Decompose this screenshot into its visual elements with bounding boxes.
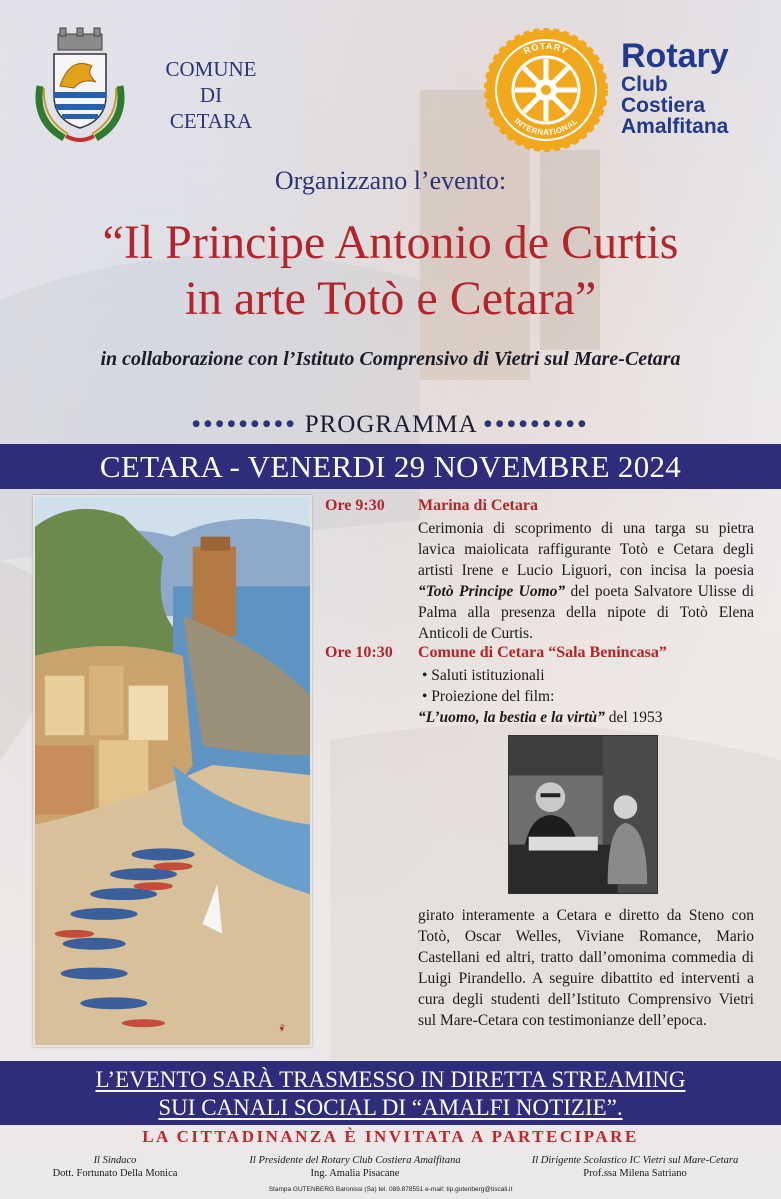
- rotary-wheel-logo-icon: [483, 27, 609, 153]
- printer-credit: Stampa GUTENBERG Baronissi (Sa) tel. 089.878551 e-mail: tip.gutenberg@tiscali.it: [268, 1186, 513, 1193]
- signature-role: Il Dirigente Scolastico IC Vietri sul Mare-Cetara: [531, 1155, 739, 1166]
- signature-role: Il Presidente del Rotary Club Costiera Amalfitana: [249, 1155, 461, 1166]
- svg-text:☙: ☙: [275, 1021, 290, 1035]
- bullet-1: • Saluti istituzionali: [422, 667, 545, 684]
- organizers-intro: Organizzano l’evento:: [274, 166, 507, 195]
- invitation-line: LA CITTADINANZA È INVITATA A PARTECIPARE: [142, 1127, 639, 1146]
- streaming-banner: [0, 1061, 781, 1125]
- cetara-painting-image: [33, 495, 312, 1047]
- film-description: girato interamente a Cetara e diretto da Steno con Totò, Oscar Welles, Viviane Romance, Mario Castellani ed altri, tratto dall’omonima commedia di Luigi Pirandello. A seguire dibattito ed interventi a cura degli studenti dell’Istituto Comprensivo Vietri sul Mare-Cetara con testimonianze dell’epoca.: [418, 907, 754, 1029]
- item2-bullets: [418, 665, 754, 728]
- rotary-ring-bottom-text: INTERNATIONAL: [512, 116, 580, 138]
- rotary-ring-top-text: ROTARY: [522, 40, 571, 57]
- title-line: “Il Principe Antonio de Curtis: [102, 216, 679, 269]
- date-banner: CETARA - VENERDI 29 NOVEMBRE 2024: [0, 444, 781, 489]
- collaboration-line: in collaborazione con l’Istituto Comprensivo di Vietri sul Mare-Cetara: [100, 348, 681, 370]
- place-2: Comune di Cetara “Sala Benincasa”: [418, 644, 667, 661]
- signature-dirigente: [505, 1154, 765, 1180]
- toto-film-still-photo: [508, 735, 658, 894]
- comune-line: DI: [199, 83, 223, 107]
- film-year: del 1953: [604, 709, 663, 726]
- event-title: [0, 215, 781, 327]
- signature-name: Ing. Amalia Pisacane: [310, 1168, 400, 1179]
- item1-text-b: del poeta Salvatore Ulisse di Palma alla presenza della nipote di Totò Elena Anticoli de Curtis.: [418, 583, 754, 642]
- film-line: [418, 707, 754, 728]
- item1-description: [418, 518, 754, 644]
- stream-line: L’EVENTO SARÀ TRASMESSO IN DIRETTA STREAMING: [95, 1067, 686, 1092]
- signature-name: Dott. Fortunato Della Monica: [52, 1168, 178, 1179]
- comune-line: COMUNE: [165, 57, 257, 81]
- comune-line: CETARA: [169, 109, 253, 133]
- time-2: Ore 10:30: [325, 644, 393, 661]
- rotary-club-name: [621, 38, 729, 137]
- title-line: in arte Totò e Cetara”: [184, 272, 597, 325]
- rotary-line: Costiera: [621, 94, 706, 117]
- cetara-coat-of-arms-icon: [30, 26, 130, 152]
- programma-heading: [0, 411, 781, 439]
- programma-label: PROGRAMMA: [304, 411, 477, 438]
- signature-rotary-president: [215, 1154, 495, 1180]
- rotary-line: Amalfitana: [621, 115, 729, 138]
- dots-divider: •••••••••: [483, 411, 590, 438]
- rotary-line: Club: [621, 73, 668, 96]
- bullet-2: • Proiezione del film:: [422, 688, 555, 705]
- signature-sindaco: [30, 1154, 200, 1180]
- item1-text-a: Cerimonia di scoprimento di una targa su pietra lavica maiolicata raffigurante Totò e Cetara degli artisti Irene e Lucio Liguori, con incisa la poesia: [418, 520, 754, 579]
- signature-name: Prof.ssa Milena Satriano: [583, 1168, 687, 1179]
- comune-di-cetara-label: [150, 56, 272, 134]
- time-1: Ore 9:30: [325, 497, 385, 514]
- dots-divider: •••••••••: [191, 411, 298, 438]
- poem-title: “Totò Principe Uomo”: [418, 583, 566, 600]
- rotary-title: Rotary: [621, 37, 729, 75]
- film-title: “L’uomo, la bestia e la virtù”: [418, 709, 605, 726]
- signature-role: Il Sindaco: [93, 1155, 137, 1166]
- stream-line: SUI CANALI SOCIAL DI “AMALFI NOTIZIE”.: [158, 1095, 623, 1120]
- place-1: Marina di Cetara: [418, 497, 538, 514]
